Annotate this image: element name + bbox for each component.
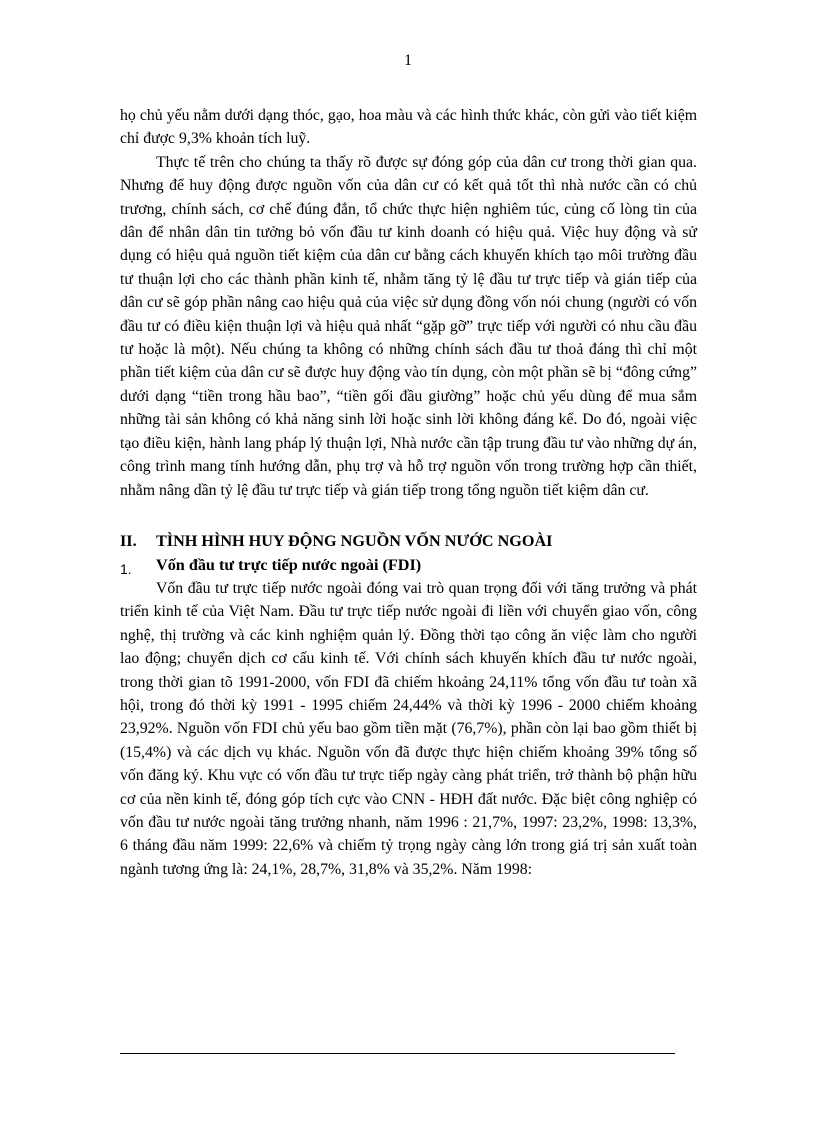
document-body xyxy=(120,104,697,881)
footer-rule xyxy=(120,1053,675,1054)
subsection-number: 1. xyxy=(120,560,132,577)
section-heading xyxy=(120,529,697,553)
page-number: 1 xyxy=(404,52,412,69)
section-title: TÌNH HÌNH HUY ĐỘNG NGUỒN VỐN NƯỚC NGOÀI xyxy=(156,531,553,550)
subsection-title: Vốn đầu tư trực tiếp nước ngoài (FDI) xyxy=(156,555,422,574)
paragraph-fdi: Vốn đầu tư trực tiếp nước ngoài đóng vai trò quan trọng đối với tăng trưởng và phát triển kinh tế của Việt Nam. Đầu tư trực tiếp nước ngoài đi liền với chuyển giao vốn, công nghệ, thị trường và các kinh nghiệm quản lý. Đồng thời tạo công ăn việc làm cho người lao động; chuyển dịch cơ cấu kinh tế. Với chính sách khuyến khích đầu tư nước ngoài, trong thời gian tõ 1991-2000, vốn FDI đã chiếm hkoảng 24,11% tổng vốn đầu tư toàn xã hội, trong đó thời kỳ 1991 - 1995 chiếm 24,44% và thời kỳ 1996 - 2000 chiếm khoảng 23,92%. Nguồn vốn FDI chủ yếu bao gồm tiền mặt (76,7%), phần còn lại bao gồm thiết bị (15,4%) và các dịch vụ khác. Nguồn vốn đã được thực hiện chiếm khoảng 39% tổng số vốn đăng ký. Khu vực có vốn đầu tư trực tiếp ngày càng phát triển, trở thành bộ phận hữu cơ của nền kinh tế, đóng góp tích cực vào CNN - HĐH đất nước. Đặc biệt công nghiệp có vốn đầu tư nước ngoài tăng trưởng nhanh, năm 1996 : 21,7%, 1997: 23,2%, 1998: 13,3%, 6 tháng đầu năm 1999: 22,6% và chiếm tỷ trọng ngày càng lớn trong giá trị sản xuất toàn ngành tương ứng là: 24,1%, 28,7%, 31,8% và 35,2%. Năm 1998: xyxy=(120,579,697,878)
subsection-heading xyxy=(120,553,697,577)
paragraph-continuation: họ chủ yếu nằm dưới dạng thóc, gạo, hoa màu và các hình thức khác, còn gửi vào tiết kiệm chỉ được 9,3% khoản tích luỹ. xyxy=(120,107,697,148)
section-number: II. xyxy=(120,531,137,550)
paragraph-savings-mobilization: Thực tế trên cho chúng ta thấy rõ được sự đóng góp của dân cư trong thời gian qua. Nhưng để huy động được nguồn vốn của dân cư có kết quả tốt thì nhà nước cần có chủ trương, chính sách, cơ chế đúng đắn, tổ chức thực hiện nghiêm túc, củng cố lòng tin của dân để nhân dân tin tưởng bỏ vốn đầu tư kinh doanh có hiệu quả. Việc huy động và sử dụng có hiệu quả nguồn tiết kiệm của dân cư bằng cách khuyến khích tạo môi trường đầu tư thuận lợi cho các thành phần kinh tế, nhằm tăng tỷ lệ đầu tư trực tiếp và gián tiếp của dân cư sẽ góp phần nâng cao hiệu quả của việc sử dụng đồng vốn nói chung (người có vốn đầu tư có điều kiện thuận lợi và hiệu quả nhất “gặp gỡ” trực tiếp với người có nhu cầu đầu tư hoặc là một). Nếu chúng ta không có những chính sách đầu tư thoả đáng thì chỉ một phần tiết kiệm của dân cư sẽ được huy động vào tín dụng, còn một phần sẽ bị “đông cứng” dưới dạng “tiền trong hầu bao”, “tiền gối đầu giường” hoặc chủ yếu dùng để mua sắm những tài sản không có khả năng sinh lời hoặc sinh lời không đáng kể. Do đó, ngoài việc tạo điều kiện, hành lang pháp lý thuận lợi, Nhà nước cần tập trung đầu tư vào những dự án, công trình mang tính hướng dẫn, phụ trợ và hỗ trợ nguồn vốn trong trường hợp cần thiết, nhằm nâng dần tỷ lệ đầu tư trực tiếp và gián tiếp trong tổng nguồn tiết kiệm dân cư. xyxy=(120,153,697,499)
